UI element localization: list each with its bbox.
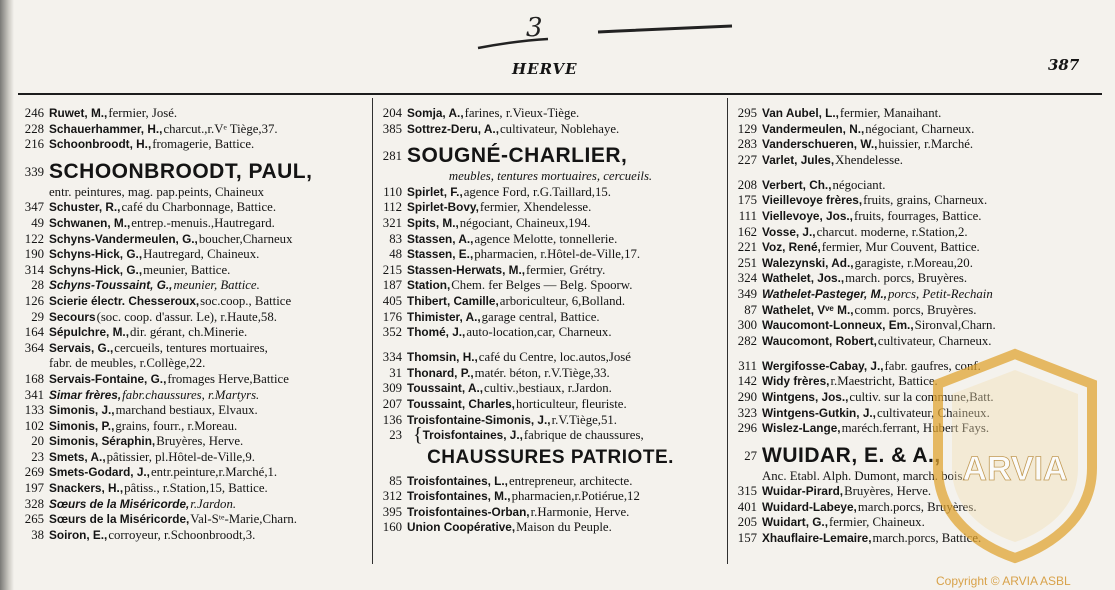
entry-name: Smets, A.,: [49, 449, 106, 464]
entry-number: 49: [31, 215, 44, 230]
entry-number: 347: [24, 200, 44, 215]
entry-detail: matér. béton, r.V.Tiège,33.: [474, 365, 610, 380]
entry-name: Walezynski, Ad.,: [762, 255, 854, 270]
entry-number: 385: [382, 121, 402, 136]
directory-entry: [378, 381, 723, 397]
entry-number: 312: [382, 489, 402, 504]
directory-entry: [20, 512, 366, 528]
entry-name: Schoonbroodt, H.,: [49, 137, 152, 152]
directory-entry: [20, 216, 366, 232]
directory-entry: [378, 397, 723, 413]
directory-entry: [20, 263, 366, 279]
entry-detail: r.Jardon.: [190, 496, 237, 511]
entry-name: Xhauflaire-Lemaire,: [762, 531, 872, 546]
directory-entry: [20, 200, 366, 216]
entry-number: 328: [24, 496, 44, 511]
entry-number: 31: [389, 365, 402, 380]
directory-entry: [20, 122, 366, 138]
entry-detail: boucher,Charneux: [198, 231, 293, 246]
entry-detail: Maison du Peuple.: [516, 520, 612, 535]
entry-name: Troisfontaines, M.,: [407, 489, 511, 504]
entry-name: Spirlet, F.,: [407, 184, 463, 199]
entry-detail: porcs, Petit-Rechain: [888, 286, 993, 301]
entry-name: Station,: [407, 278, 451, 293]
entry-number: 142: [737, 374, 757, 389]
page-number: 387: [1048, 56, 1080, 74]
entry-detail: fruits, grains, Charneux.: [863, 193, 988, 208]
entry-number: 133: [24, 403, 44, 418]
entry-number: 48: [389, 247, 402, 262]
entry-detail: fromagerie, Battice.: [152, 137, 255, 152]
entry-detail: fermier, Xhendelesse.: [479, 200, 592, 215]
directory-entry: [733, 256, 1098, 272]
handwritten-annotation: [470, 6, 740, 56]
entry-name: Van Aubel, L.,: [762, 106, 839, 120]
directory-entry: [378, 474, 723, 490]
entry-name: Toussaint, A.,: [407, 381, 484, 396]
entry-detail: fabr.chaussures, r.Martyrs.: [122, 387, 260, 402]
entry-detail: Chem. fer Belges — Belg. Spoorw.: [451, 278, 633, 293]
entry-detail: négociant, Chaineux,194.: [459, 215, 591, 230]
entry-name: Schuster, R.,: [49, 200, 121, 215]
directory-entry: [378, 350, 723, 366]
entry-detail: soc.coop., Battice: [200, 293, 292, 308]
entry-name: Schyns-Toussaint, G.,: [49, 278, 173, 293]
entry-number: 83: [389, 231, 402, 246]
directory-entry: [378, 310, 723, 326]
entry-number: 187: [382, 278, 402, 293]
directory-entry: [20, 481, 366, 497]
entry-name: Somja, A.,: [407, 106, 464, 120]
entry-detail: fermier, Grétry.: [526, 262, 606, 277]
entry-name: Soiron, E.,: [49, 527, 108, 542]
entry-name: Stassen, E.,: [407, 247, 474, 262]
entry-name: Ruwet, M.,: [49, 106, 108, 120]
directory-entry: [378, 122, 723, 138]
directory-entry: [733, 240, 1098, 256]
entry-name: Simonis, P.,: [49, 418, 115, 433]
entry-number: 112: [383, 200, 402, 215]
entry-name: Viellevoye, Jos.,: [762, 208, 853, 223]
entry-detail: fruits, fourrages, Battice.: [853, 208, 982, 223]
entry-number: 110: [383, 184, 402, 199]
directory-entry: [378, 106, 723, 122]
entry-number: 405: [382, 293, 402, 308]
entry-number: 281: [382, 149, 402, 164]
entry-number: 215: [382, 262, 402, 277]
entry-number: 309: [382, 381, 402, 396]
entry-detail: r.V.Tiège,51.: [551, 412, 617, 427]
entry-number: 205: [737, 515, 757, 530]
directory-entry: [733, 209, 1098, 225]
entry-detail: café du Charbonnage, Battice.: [121, 200, 277, 215]
entry-number: 296: [737, 421, 757, 436]
entry-detail: huissier, r.Marché.: [878, 137, 974, 152]
entry-name: Troisfontaines-Orban,: [407, 504, 530, 519]
entry-name: Troisfontaine-Simonis, J.,: [407, 412, 551, 427]
entry-number: 321: [382, 215, 402, 230]
entry-number: 157: [737, 531, 757, 546]
directory-entry: [378, 520, 723, 536]
entry-detail: cultivateur, Noblehaye.: [499, 121, 620, 136]
entry-number: 190: [24, 247, 44, 262]
entry-number: 207: [382, 396, 402, 411]
entry-name: Schyns-Vandermeulen, G.,: [49, 231, 198, 246]
directory-entry: [378, 294, 723, 310]
entry-detail: fermier, Manaihant.: [839, 106, 942, 120]
entry-number: 204: [382, 106, 402, 120]
directory-entry: [733, 106, 1098, 122]
entry-name: Voz, René,: [762, 240, 821, 255]
entry-name: Troisfontaines, L.,: [407, 473, 508, 488]
entry-name: Simonis, J.,: [49, 403, 115, 418]
entry-number: 265: [24, 512, 44, 527]
entry-detail: entr.peinture,r.Marché,1.: [150, 465, 278, 480]
directory-entry: [378, 325, 723, 350]
directory-entry: [20, 419, 366, 435]
entry-detail: grains, fourr., r.Moreau.: [115, 418, 238, 433]
copyright-notice: Copyright © ARVIA ASBL: [936, 574, 1071, 588]
entry-continuation: meubles, tentures mortuaires, cercueils.: [448, 169, 653, 184]
entry-detail: pâtiss., r.Station,15, Battice.: [124, 481, 268, 496]
running-head: HERVE: [512, 60, 578, 78]
directory-entry: [20, 325, 366, 341]
entry-name: Thomsin, H.,: [407, 350, 478, 365]
entry-name: Vandermeulen, N.,: [762, 121, 865, 136]
entry-number: 87: [744, 302, 757, 317]
entry-number: 290: [737, 389, 757, 404]
entry-name: Toussaint, Charles,: [407, 396, 515, 411]
entry-detail: Bruyères, Herve.: [844, 484, 932, 499]
directory-entry: [378, 232, 723, 248]
entry-detail: auto-location,car, Charneux.: [466, 325, 612, 340]
entry-detail: charcut. moderne, r.Station,2.: [816, 224, 968, 239]
entry-number: 168: [24, 371, 44, 386]
directory-entry: [378, 366, 723, 382]
entry-number: 216: [24, 137, 44, 152]
entry-name: Troisfontaines, J.,: [422, 428, 523, 443]
entry-number: 38: [31, 527, 44, 542]
entry-name: Schauerhammer, H.,: [49, 121, 163, 136]
entry-name: Servais-Fontaine, G.,: [49, 371, 167, 386]
directory-entry: [733, 271, 1098, 287]
entry-detail: cultivateur, Chaineux.: [876, 405, 990, 420]
entry-number: 251: [737, 255, 757, 270]
entry-number: 162: [737, 224, 757, 239]
entry-name: SOUGNÉ-CHARLIER,: [407, 144, 628, 168]
directory-entry: [378, 424, 723, 447]
entry-detail: arboriculteur, 6,Bolland.: [499, 293, 626, 308]
entry-name: Snackers, H.,: [49, 481, 124, 496]
entry-detail: farines, r.Vieux-Tiège.: [464, 106, 580, 120]
entry-name: Sépulchre, M.,: [49, 325, 129, 340]
directory-entry: [378, 216, 723, 232]
entry-detail: fabrique de chaussures,: [523, 428, 644, 443]
entry-number: 160: [382, 520, 402, 535]
entry-name: Thonard, P.,: [407, 365, 474, 380]
entry-name: Thimister, A.,: [407, 309, 481, 324]
directory-entry: [20, 310, 366, 326]
directory-entry: [733, 225, 1098, 241]
entry-name: Sœurs de la Miséricorde,: [49, 512, 190, 527]
directory-entry: [20, 106, 366, 122]
entry-detail: cercueils, tentures mortuaires,: [114, 340, 268, 355]
directory-entry: [20, 372, 366, 388]
entry-number: 197: [24, 481, 44, 496]
entry-name: Schyns-Hick, G.,: [49, 247, 143, 262]
entry-name: Smets-Godard, J.,: [49, 465, 150, 480]
entry-number: 323: [737, 405, 757, 420]
directory-entry: [378, 413, 723, 429]
entry-detail: maréch.ferrant, Hubert Fays.: [841, 421, 990, 436]
entry-name: Wintgens, Jos.,: [762, 389, 849, 404]
entry-number: 23: [31, 449, 44, 464]
directory-entry: [20, 247, 366, 263]
entry-number: 314: [24, 262, 44, 277]
entry-detail: entrepreneur, architecte.: [508, 473, 633, 488]
entry-detail: agence Ford, r.G.Taillard,15.: [463, 184, 612, 199]
entry-name: Schyns-Hick, G.,: [49, 262, 143, 277]
page-edge-shadow: [0, 0, 14, 590]
entry-number: 349: [737, 286, 757, 301]
entry-detail: cultiv.,bestiaux, r.Jardon.: [484, 381, 612, 396]
entry-name: Stassen, A.,: [407, 231, 474, 246]
entry-detail: march. porcs, Bruyères.: [845, 271, 968, 286]
entry-detail: charcut.,r.Vᵉ Tiège,37.: [163, 121, 278, 136]
entry-name: Wintgens-Gutkin, J.,: [762, 405, 876, 420]
entry-detail: cultivateur, Charneux.: [877, 333, 992, 348]
advert-heading: CHAUSSURES PATRIOTE.: [427, 446, 674, 468]
entry-number: 136: [382, 412, 402, 427]
entry-number: 300: [737, 318, 757, 333]
handwritten-stroke-right: [598, 26, 732, 32]
entry-detail: pharmacien, r.Hôtel-de-Ville,17.: [474, 247, 641, 262]
directory-column-2: [378, 106, 723, 536]
entry-number: 352: [382, 325, 402, 340]
entry-name: Secours: [49, 309, 96, 324]
entry-number: 28: [31, 278, 44, 293]
entry-detail: fabr. gaufres, conf.: [884, 358, 981, 373]
directory-entry: [733, 122, 1098, 138]
entry-name: Waucomont-Lonneux, Em.,: [762, 318, 914, 333]
directory-entry: [378, 200, 723, 216]
entry-detail: r.Maestricht, Battice.: [830, 374, 938, 389]
directory-entry: [378, 137, 723, 169]
entry-number: 111: [738, 208, 757, 223]
entry-name: Wuidart, G.,: [762, 515, 828, 530]
entry-name: Servais, G.,: [49, 340, 114, 355]
entry-continuation: fabr. de meubles, r.Collège,22.: [49, 356, 206, 371]
directory-entry: [733, 303, 1098, 319]
entry-continuation: entr. peintures, mag. pap.peints, Chaineux: [49, 184, 265, 199]
entry-detail: fermier, José.: [108, 106, 178, 120]
entry-name: Verbert, Ch.,: [762, 177, 832, 192]
entry-name: Vieillevoye frères,: [762, 193, 863, 208]
entry-detail: fermier, Mur Couvent, Battice.: [821, 240, 980, 255]
entry-name: Wuidard-Labeye,: [762, 499, 857, 514]
entry-name: Vosse, J.,: [762, 224, 816, 239]
entry-detail: horticulteur, fleuriste.: [515, 396, 627, 411]
directory-entry: [733, 153, 1098, 178]
entry-name: Wergifosse-Cabay, J.,: [762, 358, 884, 373]
directory-entry: [733, 318, 1098, 334]
entry-detail: Xhendelesse.: [835, 152, 904, 167]
entry-detail: entrep.-menuis.,Hautregard.: [131, 215, 275, 230]
header-rule: [18, 93, 1102, 95]
entry-number: 221: [737, 240, 757, 255]
entry-name: Thomé, J.,: [407, 325, 466, 340]
directory-entry: [20, 497, 366, 513]
entry-number: 269: [24, 465, 44, 480]
entry-name: Thibert, Camille,: [407, 293, 499, 308]
directory-entry: [20, 403, 366, 419]
entry-name: Wathelet-Pasteger, M.,: [762, 286, 887, 301]
entry-detail: (soc. coop. d'assur. Le), r.Haute,58.: [96, 309, 277, 324]
handwritten-stroke-left: [478, 39, 548, 48]
entry-number: 20: [31, 434, 44, 449]
entry-number: 334: [382, 350, 402, 365]
entry-name: Wathelet, Jos.,: [762, 271, 845, 286]
entry-name: Simar frères,: [49, 387, 122, 402]
entry-detail: march.porcs, Bruyères.: [857, 499, 977, 514]
entry-number: 364: [24, 340, 44, 355]
entry-detail: march.porcs, Battice.: [872, 531, 982, 546]
entry-number: 175: [737, 193, 757, 208]
entry-detail: café du Centre, loc.autos,José: [478, 350, 631, 365]
entry-name: Stassen-Herwats, M.,: [407, 262, 526, 277]
directory-entry: [733, 193, 1098, 209]
entry-number: 29: [31, 309, 44, 324]
directory-entry: [20, 465, 366, 481]
watermark-text: ARVIA: [962, 450, 1068, 488]
directory-entry: [378, 185, 723, 201]
entry-number: 227: [737, 152, 757, 167]
entry-detail: Val-Sᵗᵉ-Marie,Charn.: [190, 512, 297, 527]
entry-number: 126: [24, 293, 44, 308]
entry-number: 27: [744, 448, 757, 463]
entry-detail: négociant.: [832, 177, 886, 192]
directory-column-1: [20, 106, 366, 543]
entry-name: Vanderschueren, W.,: [762, 137, 878, 152]
entry-detail: dir. gérant, ch.Minerie.: [129, 325, 248, 340]
entry-continuation: Anc. Etabl. Alph. Dumont, march. bois.: [762, 468, 966, 483]
entry-name: Scierie électr. Chesseroux,: [49, 293, 200, 308]
entry-name: Wathelet, Vᵛᵉ M.,: [762, 302, 854, 317]
directory-entry: [20, 450, 366, 466]
entry-detail: négociant, Charneux.: [865, 121, 975, 136]
directory-entry: [733, 137, 1098, 153]
entry-detail: r.Harmonie, Herve.: [530, 504, 630, 519]
entry-name: Sœurs de la Miséricorde,: [49, 496, 190, 511]
directory-entry: [20, 341, 366, 357]
entry-number: 85: [389, 473, 402, 488]
entry-detail: agence Melotte, tonnellerie.: [474, 231, 618, 246]
entry-name: Widy frères,: [762, 374, 830, 389]
entry-number: 295: [737, 106, 757, 120]
entry-detail: fermier, Chaineux.: [828, 515, 925, 530]
entry-detail: meunier, Battice.: [143, 262, 231, 277]
entry-number: 324: [737, 271, 757, 286]
entry-name: Schwanen, M.,: [49, 215, 131, 230]
entry-name: Waucomont, Robert,: [762, 333, 877, 348]
entry-number: 311: [738, 358, 757, 373]
entry-number: 102: [24, 418, 44, 433]
brace-mark: {: [413, 424, 423, 447]
directory-entry: [20, 388, 366, 404]
directory-entry: [20, 153, 366, 185]
entry-detail: pâtissier, pl.Hôtel-de-Ville,9.: [106, 449, 255, 464]
directory-entry: [20, 294, 366, 310]
entry-name: Sottrez-Deru, A.,: [407, 121, 499, 136]
entry-number: 395: [382, 504, 402, 519]
directory-entry: [378, 278, 723, 294]
entry-number: 129: [737, 121, 757, 136]
entry-number: 228: [24, 121, 44, 136]
arvia-watermark-logo: [930, 348, 1100, 564]
directory-entry: [378, 247, 723, 263]
entry-number: 176: [382, 309, 402, 324]
entry-number: 401: [737, 499, 757, 514]
directory-entry: [20, 137, 366, 153]
entry-detail: corroyeur, r.Schoonbroodt,3.: [108, 527, 256, 542]
entry-name: SCHOONBROODT, PAUL,: [49, 159, 313, 183]
entry-number: 122: [24, 231, 44, 246]
entry-number: 283: [737, 137, 757, 152]
directory-entry: [20, 232, 366, 248]
entry-name: Spirlet-Bovy,: [407, 200, 479, 215]
entry-number: 208: [737, 177, 757, 192]
entry-detail: Bruyères, Herve.: [156, 434, 244, 449]
column-divider-2: [727, 98, 728, 564]
directory-entry: [20, 278, 366, 294]
handwritten-number: 3: [526, 13, 543, 43]
entry-detail: cultiv. sur la commune,Batt.: [849, 389, 994, 404]
directory-entry: [20, 528, 366, 544]
entry-number: 341: [24, 387, 44, 402]
entry-name: Simonis, Séraphin,: [49, 434, 156, 449]
entry-detail: meunier, Battice.: [173, 278, 260, 293]
entry-name: Union Coopérative,: [407, 520, 516, 535]
entry-number: 246: [24, 106, 44, 120]
directory-entry: [378, 489, 723, 505]
entry-name: WUIDAR, E. & A.,: [762, 443, 941, 467]
entry-number: 339: [24, 164, 44, 179]
entry-number: 23: [389, 428, 402, 443]
entry-name: Wislez-Lange,: [762, 421, 841, 436]
entry-detail: Sironval,Charn.: [914, 318, 996, 333]
entry-name: Varlet, Jules,: [762, 152, 835, 167]
directory-entry: [20, 434, 366, 450]
entry-detail: pharmacien,r.Potiérue,12: [511, 489, 640, 504]
entry-detail: Hautregard, Chaineux.: [143, 247, 260, 262]
entry-detail: marchand bestiaux, Elvaux.: [115, 403, 258, 418]
entry-name: Wuidar-Pirard,: [762, 484, 844, 499]
directory-entry: [378, 263, 723, 279]
entry-detail: fromages Herve,Battice: [167, 371, 289, 386]
entry-number: 315: [737, 484, 757, 499]
entry-detail: comm. porcs, Bruyères.: [854, 302, 977, 317]
entry-detail: garage central, Battice.: [481, 309, 600, 324]
directory-entry: [378, 505, 723, 521]
column-divider-1: [372, 98, 373, 564]
directory-entry: [733, 178, 1098, 194]
entry-name: Spits, M.,: [407, 215, 459, 230]
entry-number: 282: [737, 333, 757, 348]
entry-detail: garagiste, r.Moreau,20.: [854, 255, 973, 270]
entry-number: 164: [24, 325, 44, 340]
directory-entry: [733, 287, 1098, 303]
